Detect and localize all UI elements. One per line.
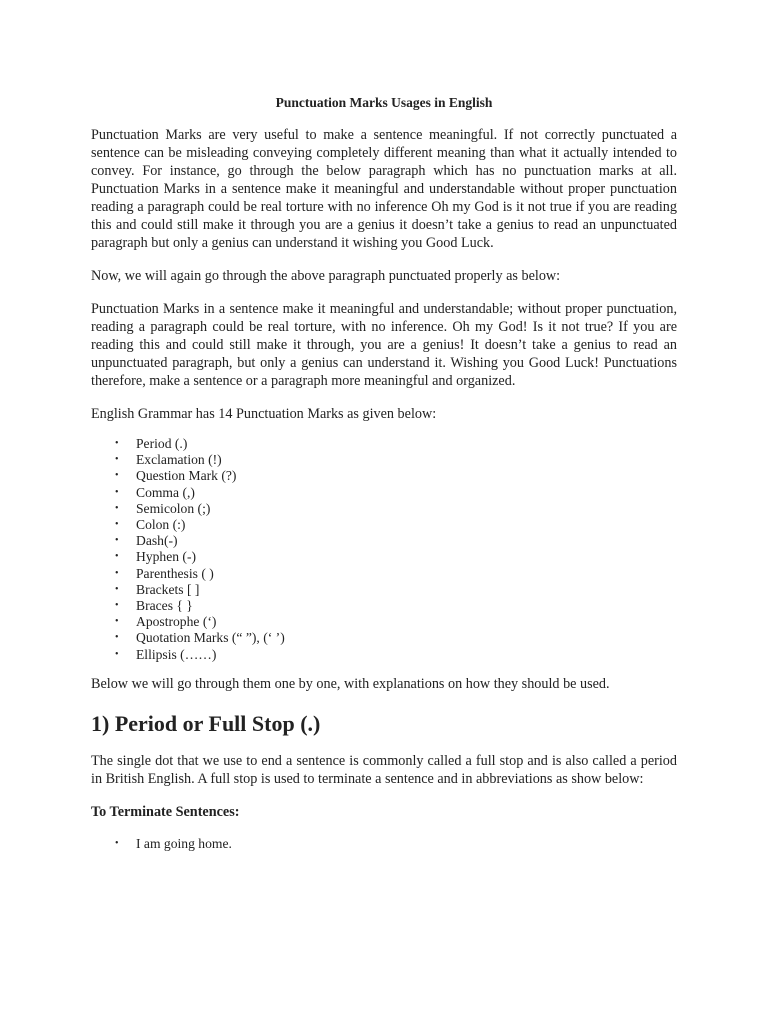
- list-item: • Comma (,): [115, 484, 195, 500]
- bullet-icon: •: [115, 583, 119, 595]
- bullet-icon: •: [115, 551, 119, 563]
- bullet-icon: •: [115, 519, 119, 531]
- bullet-icon: •: [115, 567, 119, 579]
- list-item: • Quotation Marks (“ ”), (‘ ’): [115, 630, 285, 646]
- intro-paragraph: Punctuation Marks are very useful to make a sentence meaningful. If not correctly punctuated a sentence can be misleading conveying completely different meaning than what it actually intended to convey. For instance, go through the below paragraph which has no punctuation marks at all. Punctuation Marks in a sentence make it meaningful and understandable without proper punctuation reading a paragraph could be real torture with no inference Oh my God is it not true if you are reading this and could still make it through you are a genius it doesn’t take a genius to read an unpunctuated paragraph but only a genius can understand it wishing you Good Luck.: [91, 127, 677, 251]
- bullet-icon: •: [115, 837, 119, 849]
- bullet-icon: •: [115, 470, 119, 482]
- bullet-icon: •: [115, 600, 119, 612]
- list-item: • Dash(-): [115, 533, 178, 549]
- bullet-icon: •: [115, 616, 119, 628]
- list-item: • Period (.): [115, 436, 188, 451]
- punctuation-marks-list: [91, 436, 677, 663]
- bullet-icon: •: [115, 454, 119, 466]
- subheading: To Terminate Sentences:: [91, 803, 240, 820]
- list-item: • Parenthesis ( ): [115, 565, 214, 581]
- list-item: • Brackets [ ]: [115, 581, 200, 597]
- bullet-icon: •: [115, 648, 119, 660]
- section-heading: 1) Period or Full Stop (.): [91, 710, 321, 736]
- explanation-intro-paragraph: Below we will go through them one by one, with explanations on how they should be used.: [91, 675, 610, 692]
- list-item: • Colon (:): [115, 517, 186, 533]
- list-item: • Hyphen (-): [115, 549, 197, 565]
- transition-paragraph: Now, we will again go through the above paragraph punctuated properly as below:: [91, 268, 561, 284]
- bullet-icon: •: [115, 502, 119, 514]
- period-description-paragraph: The single dot that we use to end a sentence is commonly called a full stop and is also called a period in British English. A full stop is used to terminate a sentence and in abbreviations as show below:: [91, 752, 677, 787]
- punctuated-paragraph: Punctuation Marks in a sentence make it meaningful and understandable; without proper punctuation, reading a paragraph could be real torture, with no inference. Oh my God! Is it not true? If you are reading this and could still make it through, you are a genius! It doesn’t take a genius to read an unpunctuated paragraph, but only a genius can understand it. Wishing you Good Luck! Punctuations therefore, make a sentence or a paragraph more meaningful and organized.: [91, 301, 677, 389]
- list-item: • Semicolon (;): [115, 500, 211, 516]
- marks-intro-paragraph: English Grammar has 14 Punctuation Marks as given below:: [91, 406, 437, 422]
- list-item: • Braces { }: [115, 598, 193, 614]
- bullet-icon: •: [115, 632, 119, 644]
- bullet-icon: •: [115, 486, 119, 498]
- list-item: • Question Mark (?): [115, 468, 237, 484]
- document-title: Punctuation Marks Usages in English: [275, 95, 493, 110]
- bullet-icon: •: [115, 438, 119, 449]
- list-item: • Apostrophe (‘): [115, 614, 217, 630]
- list-item: • I am going home.: [115, 835, 232, 851]
- bullet-icon: •: [115, 535, 119, 547]
- list-item: • Ellipsis (……): [115, 646, 217, 662]
- examples-list: [91, 836, 677, 852]
- list-item: • Exclamation (!): [115, 452, 222, 468]
